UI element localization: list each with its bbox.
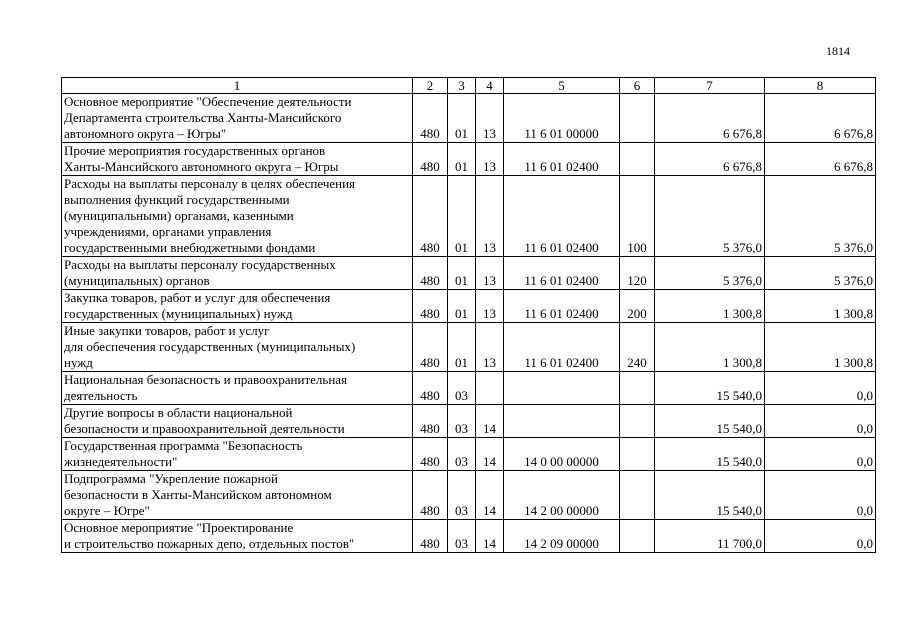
ministry-code-cell: 480: [413, 94, 448, 143]
column-header: 3: [448, 78, 476, 94]
subsection-code-cell: 13: [476, 143, 504, 176]
row-name-line: жизнедеятельности": [64, 454, 178, 469]
section-code-cell: 01: [448, 94, 476, 143]
table-row: [62, 471, 876, 520]
target-article-cell: [504, 372, 620, 405]
section-code-cell: 03: [448, 520, 476, 553]
table-row: [62, 94, 876, 143]
amount-cell: 5 376,0: [765, 176, 876, 257]
subsection-code-cell: [476, 372, 504, 405]
column-header: 7: [655, 78, 765, 94]
expense-type-cell: 120: [620, 257, 655, 290]
row-name-line: государственными внебюджетными фондами: [64, 240, 316, 255]
table-row: [62, 257, 876, 290]
column-header: 6: [620, 78, 655, 94]
target-article-cell: 14 0 00 00000: [504, 438, 620, 471]
row-name-cell: [62, 405, 413, 438]
row-name-line: Закупка товаров, работ и услуг для обеспечения: [64, 290, 331, 305]
amount-cell: 5 376,0: [765, 257, 876, 290]
row-name-line: Иные закупки товаров, работ и услуг: [64, 323, 270, 338]
amount-cell: 6 676,8: [765, 143, 876, 176]
ministry-code-cell: 480: [413, 471, 448, 520]
row-name-line: Национальная безопасность и правоохранительная: [64, 372, 348, 387]
row-name-line: выполнения функций государственными: [64, 192, 290, 207]
table-row: [62, 405, 876, 438]
amount-cell: 5 376,0: [655, 176, 765, 257]
ministry-code-cell: 480: [413, 520, 448, 553]
row-name-line: Ханты-Мансийского автономного округа – Югры: [64, 159, 339, 174]
expense-type-cell: [620, 405, 655, 438]
row-name-line: безопасности и правоохранительной деятельности: [64, 421, 345, 436]
amount-cell: 1 300,8: [655, 290, 765, 323]
amount-cell: 6 676,8: [765, 94, 876, 143]
subsection-code-cell: 13: [476, 323, 504, 372]
expense-type-cell: [620, 143, 655, 176]
row-name-line: Государственная программа "Безопасность: [64, 438, 303, 453]
column-header: 4: [476, 78, 504, 94]
target-article-cell: 11 6 01 02400: [504, 257, 620, 290]
amount-cell: 0,0: [765, 520, 876, 553]
amount-cell: 1 300,8: [655, 323, 765, 372]
subsection-code-cell: 13: [476, 290, 504, 323]
table-row: [62, 372, 876, 405]
target-article-cell: 11 6 01 02400: [504, 323, 620, 372]
column-header: 2: [413, 78, 448, 94]
row-name-cell: [62, 471, 413, 520]
row-name-line: Основное мероприятие "Проектирование: [64, 520, 294, 535]
amount-cell: 15 540,0: [655, 372, 765, 405]
table-row: [62, 143, 876, 176]
table-row: [62, 176, 876, 257]
expense-type-cell: 240: [620, 323, 655, 372]
ministry-code-cell: 480: [413, 143, 448, 176]
amount-cell: 1 300,8: [765, 323, 876, 372]
amount-cell: 1 300,8: [765, 290, 876, 323]
expense-type-cell: [620, 372, 655, 405]
row-name-line: и строительство пожарных депо, отдельных постов": [64, 536, 355, 551]
row-name-cell: [62, 176, 413, 257]
row-name-line: Другие вопросы в области национальной: [64, 405, 293, 420]
subsection-code-cell: 14: [476, 438, 504, 471]
section-code-cell: 03: [448, 471, 476, 520]
target-article-cell: 11 6 01 02400: [504, 143, 620, 176]
subsection-code-cell: 13: [476, 176, 504, 257]
section-code-cell: 03: [448, 405, 476, 438]
row-name-cell: [62, 520, 413, 553]
ministry-code-cell: 480: [413, 438, 448, 471]
subsection-code-cell: 14: [476, 471, 504, 520]
ministry-code-cell: 480: [413, 290, 448, 323]
target-article-cell: 14 2 00 00000: [504, 471, 620, 520]
target-article-cell: 11 6 01 02400: [504, 176, 620, 257]
row-name-cell: [62, 94, 413, 143]
amount-cell: 11 700,0: [655, 520, 765, 553]
amount-cell: 0,0: [765, 471, 876, 520]
column-header: 5: [504, 78, 620, 94]
ministry-code-cell: 480: [413, 323, 448, 372]
row-name-line: учреждениями, органами управления: [64, 224, 272, 239]
budget-table: [61, 77, 876, 553]
row-name-cell: [62, 323, 413, 372]
table-row: [62, 323, 876, 372]
row-name-line: Расходы на выплаты персоналу государственных: [64, 257, 336, 272]
target-article-cell: [504, 405, 620, 438]
page-number: 1814: [826, 44, 850, 58]
section-code-cell: 01: [448, 257, 476, 290]
row-name-line: безопасности в Ханты-Мансийском автономном: [64, 487, 332, 502]
table-row: [62, 438, 876, 471]
ministry-code-cell: 480: [413, 372, 448, 405]
row-name-cell: [62, 290, 413, 323]
column-header: 8: [765, 78, 876, 94]
amount-cell: 5 376,0: [655, 257, 765, 290]
expense-type-cell: [620, 520, 655, 553]
row-name-line: деятельность: [64, 388, 138, 403]
amount-cell: 6 676,8: [655, 143, 765, 176]
subsection-code-cell: 13: [476, 94, 504, 143]
row-name-line: Департамента строительства Ханты-Мансийского: [64, 110, 342, 125]
row-name-line: (муниципальных) органов: [64, 273, 210, 288]
row-name-line: Прочие мероприятия государственных органов: [64, 143, 326, 158]
section-code-cell: 01: [448, 176, 476, 257]
ministry-code-cell: 480: [413, 176, 448, 257]
row-name-cell: [62, 143, 413, 176]
expense-type-cell: [620, 471, 655, 520]
expense-type-cell: [620, 94, 655, 143]
section-code-cell: 03: [448, 438, 476, 471]
row-name-cell: [62, 438, 413, 471]
expense-type-cell: 100: [620, 176, 655, 257]
row-name-line: для обеспечения государственных (муниципальных): [64, 339, 356, 354]
row-name-line: автономного округа – Югры": [64, 126, 227, 141]
subsection-code-cell: 13: [476, 257, 504, 290]
section-code-cell: 01: [448, 323, 476, 372]
section-code-cell: 01: [448, 143, 476, 176]
expense-type-cell: 200: [620, 290, 655, 323]
row-name-line: Подпрограмма "Укрепление пожарной: [64, 471, 278, 486]
subsection-code-cell: 14: [476, 405, 504, 438]
amount-cell: 6 676,8: [655, 94, 765, 143]
table-body: [62, 94, 876, 553]
section-code-cell: 01: [448, 290, 476, 323]
section-code-cell: 03: [448, 372, 476, 405]
amount-cell: 0,0: [765, 405, 876, 438]
row-name-line: Расходы на выплаты персоналу в целях обеспечения: [64, 176, 356, 191]
ministry-code-cell: 480: [413, 257, 448, 290]
row-name-line: Основное мероприятие "Обеспечение деятельности: [64, 94, 352, 109]
column-header: 1: [62, 78, 413, 94]
amount-cell: 0,0: [765, 372, 876, 405]
table-row: [62, 290, 876, 323]
row-name-line: (муниципальными) органами, казенными: [64, 208, 294, 223]
row-name-line: нужд: [64, 355, 93, 370]
row-name-line: государственных (муниципальных) нужд: [64, 306, 293, 321]
target-article-cell: 11 6 01 00000: [504, 94, 620, 143]
target-article-cell: 11 6 01 02400: [504, 290, 620, 323]
target-article-cell: 14 2 09 00000: [504, 520, 620, 553]
table-row: [62, 520, 876, 553]
amount-cell: 15 540,0: [655, 438, 765, 471]
row-name-cell: [62, 372, 413, 405]
amount-cell: 15 540,0: [655, 405, 765, 438]
header-row: [62, 78, 876, 94]
row-name-line: округе – Югре": [64, 503, 150, 518]
expense-type-cell: [620, 438, 655, 471]
amount-cell: 0,0: [765, 438, 876, 471]
subsection-code-cell: 14: [476, 520, 504, 553]
ministry-code-cell: 480: [413, 405, 448, 438]
row-name-cell: [62, 257, 413, 290]
amount-cell: 15 540,0: [655, 471, 765, 520]
